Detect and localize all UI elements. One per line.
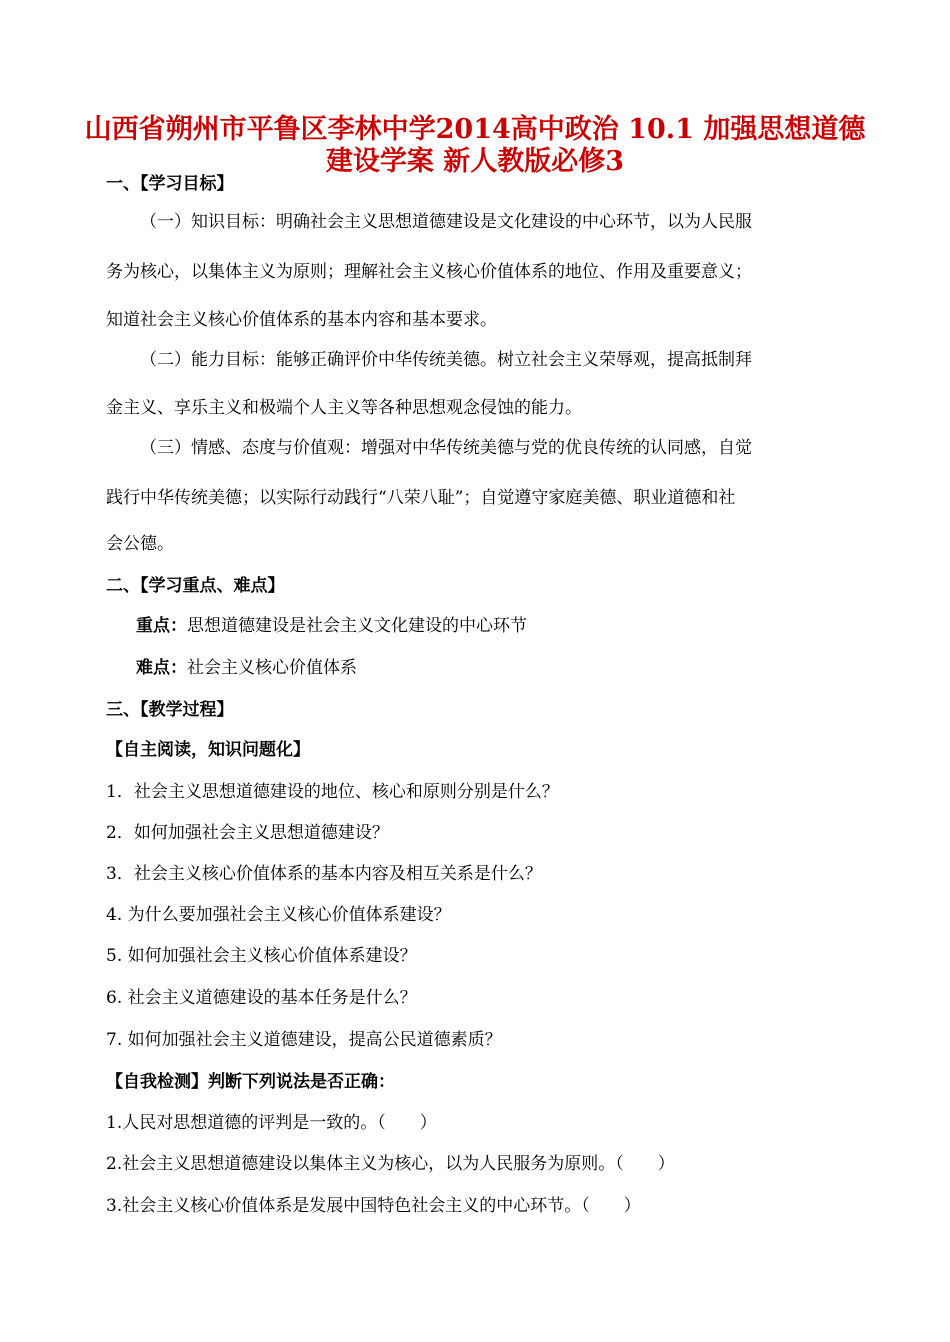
question-item: 7. 如何加强社会主义道德建设，提高公民道德素质？ xyxy=(106,1030,502,1050)
key-point-label: 重点： xyxy=(136,616,187,636)
question-item: 1．社会主义思想道德建设的地位、核心和原则分别是什么？ xyxy=(106,782,559,802)
objective-attitude-line-3: 会公德。 xyxy=(106,534,174,554)
section-heading-teaching-process: 三、【教学过程】 xyxy=(106,700,234,720)
objective-knowledge-line-2: 务为核心，以集体主义为原则；理解社会主义核心价值体系的地位、作用及重要意义； xyxy=(106,262,752,282)
objective-knowledge-line-3: 知道社会主义核心价值体系的基本内容和基本要求。 xyxy=(106,310,497,330)
objective-attitude-line-1: （三）情感、态度与价值观：增强对中华传统美德与党的优良传统的认同感，自觉 xyxy=(140,438,752,458)
difficult-point xyxy=(136,660,357,677)
difficult-point-label: 难点： xyxy=(136,658,187,678)
difficult-point-text: 社会主义核心价值体系 xyxy=(187,658,357,678)
question-item: 5. 如何加强社会主义核心价值体系建设？ xyxy=(106,946,417,966)
self-check-heading: 【自我检测】判断下列说法是否正确： xyxy=(106,1072,395,1092)
section-heading-key-points: 二、【学习重点、难点】 xyxy=(106,576,285,596)
check-item: 2.社会主义思想道德建设以集体主义为核心，以为人民服务为原则。（ ） xyxy=(106,1154,675,1174)
objective-knowledge-line-1: （一）知识目标：明确社会主义思想道德建设是文化建设的中心环节，以为人民服 xyxy=(140,212,752,232)
question-item: 6. 社会主义道德建设的基本任务是什么？ xyxy=(106,988,417,1008)
document-title-line-1: 山西省朔州市平鲁区李林中学2014高中政治 10.1 加强思想道德 xyxy=(84,114,866,145)
reading-heading: 【自主阅读，知识问题化】 xyxy=(106,740,310,760)
check-item: 1.人民对思想道德的评判是一致的。（ ） xyxy=(106,1113,437,1133)
section-heading-objectives: 一、【学习目标】 xyxy=(106,174,234,194)
question-item: 4. 为什么要加强社会主义核心价值体系建设？ xyxy=(106,905,451,925)
key-point-text: 思想道德建设是社会主义文化建设的中心环节 xyxy=(187,616,527,636)
objective-attitude-line-2: 践行中华传统美德；以实际行动践行“八荣八耻”；自觉遵守家庭美德、职业道德和社 xyxy=(106,488,736,508)
check-item: 3.社会主义核心价值体系是发展中国特色社会主义的中心环节。（ ） xyxy=(106,1196,641,1216)
document-title-line-2: 建设学案 新人教版必修3 xyxy=(325,146,625,177)
question-item: 3．社会主义核心价值体系的基本内容及相互关系是什么？ xyxy=(106,864,542,884)
question-item: 2．如何加强社会主义思想道德建设？ xyxy=(106,823,389,843)
objective-ability-line-2: 金主义、享乐主义和极端个人主义等各种思想观念侵蚀的能力。 xyxy=(106,398,582,418)
key-point xyxy=(136,618,527,635)
objective-ability-line-1: （二）能力目标：能够正确评价中华传统美德。树立社会主义荣辱观，提高抵制拜 xyxy=(140,350,752,370)
